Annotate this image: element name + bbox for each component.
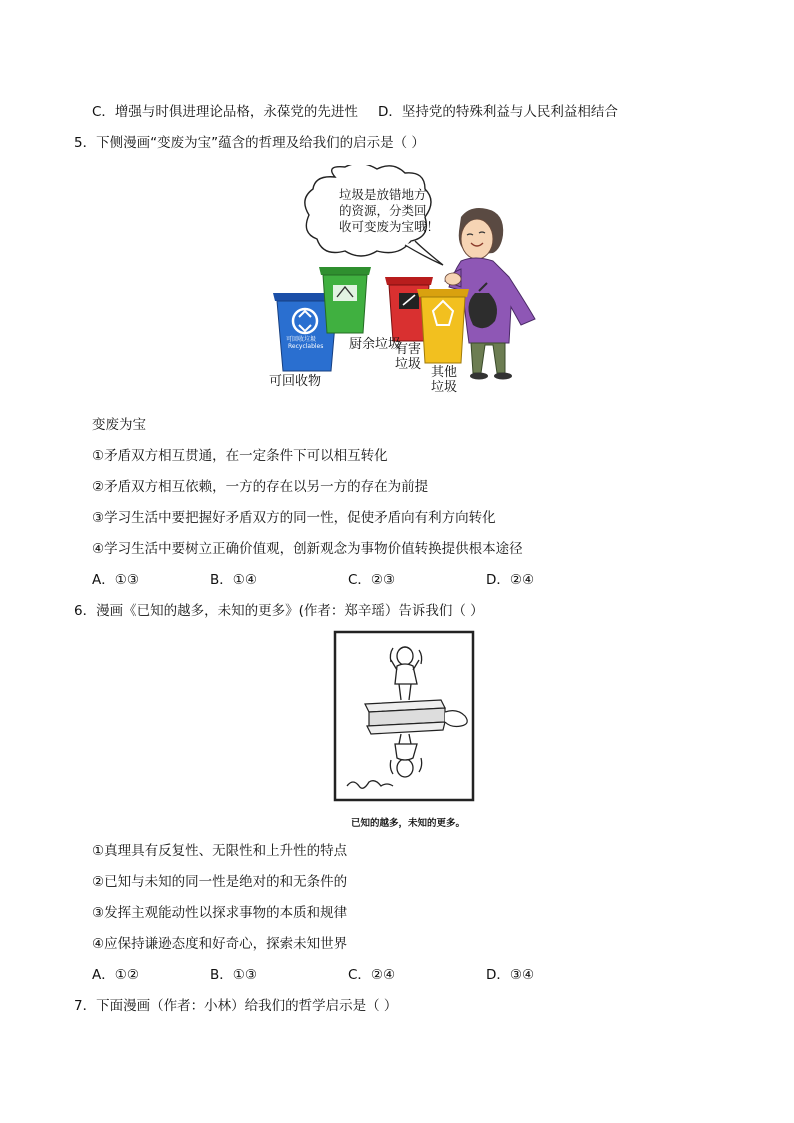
q5-cartoon xyxy=(265,165,555,397)
q5-option-d: D．②④ xyxy=(486,572,535,588)
q6-options-row xyxy=(92,966,572,984)
recyclable-sign-en: Recyclables xyxy=(288,343,324,350)
q6-option-a: A．①② xyxy=(92,967,139,983)
q6-cartoon-art xyxy=(333,630,475,804)
q5-options-row xyxy=(92,571,572,589)
q6-statement-3: ③发挥主观能动性以探求事物的本质和规律 xyxy=(92,905,348,921)
q5-option-c: C．②③ xyxy=(348,572,396,588)
q6-option-c: C．②④ xyxy=(348,967,396,983)
other-label-2: 垃圾 xyxy=(431,380,458,395)
q5-statement-2: ②矛盾双方相互依赖，一方的存在以另一方的存在为前提 xyxy=(92,479,429,495)
hazardous-label-1: 有害 xyxy=(395,342,422,357)
q5-statement-4: ④学习生活中要树立正确价值观，创新观念为事物价值转换提供根本途径 xyxy=(92,541,523,557)
q5-option-a: A．①③ xyxy=(92,572,139,588)
q5-option-b: B．①④ xyxy=(210,572,257,588)
q6-statement-1: ①真理具有反复性、无限性和上升性的特点 xyxy=(92,843,348,859)
q6-stem: 6．漫画《已知的越多，未知的更多》(作者：郑辛瑶）告诉我们（ ） xyxy=(74,603,484,619)
q6-statement-2: ②已知与未知的同一性是绝对的和无条件的 xyxy=(92,874,348,890)
kitchen-waste-bin xyxy=(319,267,371,333)
q4-option-c: C．增强与时俱进理论品格，永葆党的先进性 xyxy=(92,104,358,120)
recyclable-label: 可回收物 xyxy=(269,374,322,389)
q6-cartoon xyxy=(333,630,475,834)
q5-statement-3: ③学习生活中要把握好矛盾双方的同一性，促使矛盾向有利方向转化 xyxy=(92,510,496,526)
speech-line-2: 的资源，分类回 xyxy=(339,203,427,218)
other-label-1: 其他 xyxy=(431,365,458,380)
recyclable-sign: 可回收垃圾 xyxy=(286,336,317,343)
hazardous-label-2: 垃圾 xyxy=(395,357,422,372)
q7-stem: 7．下面漫画（作者：小林）给我们的哲学启示是（ ） xyxy=(74,998,398,1014)
kitchen-waste-label: 厨余垃圾 xyxy=(349,337,402,352)
q5-stem: 5．下侧漫画“变废为宝”蕴含的哲理及给我们的启示是（ ） xyxy=(74,135,425,151)
q5-statement-1: ①矛盾双方相互贯通，在一定条件下可以相互转化 xyxy=(92,448,388,464)
q6-cartoon-caption: 已知的越多，未知的更多。 xyxy=(351,818,466,829)
q6-statement-4: ④应保持谦逊态度和好奇心，探索未知世界 xyxy=(92,936,348,952)
q4-option-d: D．坚持党的特殊利益与人民利益相结合 xyxy=(378,104,618,120)
speech-line-3: 收可变废为宝哦！ xyxy=(339,219,440,234)
speech-line-1: 垃圾是放错地方 xyxy=(339,187,427,202)
other-waste-bin xyxy=(417,289,469,363)
q6-option-b: B．①③ xyxy=(210,967,257,983)
q5-caption: 变废为宝 xyxy=(92,417,146,433)
q6-option-d: D．③④ xyxy=(486,967,535,983)
q4-options-row xyxy=(92,103,712,121)
